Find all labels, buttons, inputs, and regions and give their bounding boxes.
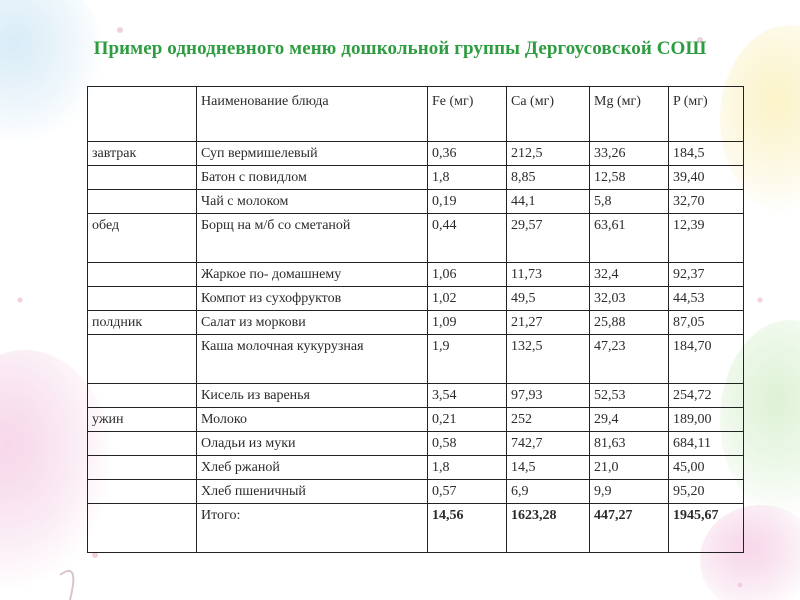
table-row: [88, 142, 744, 166]
dish-cell: Хлеб пшеничный: [197, 480, 428, 504]
meal-cell: полдник: [88, 311, 197, 335]
ca-cell: 6,9: [507, 480, 590, 504]
p-cell: 39,40: [669, 166, 744, 190]
p-cell: 92,37: [669, 263, 744, 287]
header-cell-p: P (мг): [669, 87, 744, 142]
fe-cell: 1,9: [428, 335, 507, 384]
fe-cell: 0,21: [428, 408, 507, 432]
fe-cell: 3,54: [428, 384, 507, 408]
p-cell: 684,11: [669, 432, 744, 456]
mg-cell: 29,4: [590, 408, 669, 432]
p-cell: 32,70: [669, 190, 744, 214]
fe-cell: 0,57: [428, 480, 507, 504]
header-cell-fe: Fe (мг): [428, 87, 507, 142]
table-row: [88, 432, 744, 456]
ca-cell: 14,5: [507, 456, 590, 480]
p-cell: 44,53: [669, 287, 744, 311]
ca-cell: 44,1: [507, 190, 590, 214]
total-fe: 14,56: [428, 504, 507, 553]
meal-cell: [88, 384, 197, 408]
table-row: [88, 384, 744, 408]
mg-cell: 32,4: [590, 263, 669, 287]
fe-cell: 1,09: [428, 311, 507, 335]
mg-cell: 33,26: [590, 142, 669, 166]
mg-cell: 25,88: [590, 311, 669, 335]
meal-cell: [88, 263, 197, 287]
dish-cell: Жаркое по- домашнему: [197, 263, 428, 287]
ca-cell: 29,57: [507, 214, 590, 263]
dish-cell: Салат из моркови: [197, 311, 428, 335]
dish-cell: Батон с повидлом: [197, 166, 428, 190]
page-title: Пример однодневного меню дошкольной группы Дергоусовской СОШ: [93, 38, 707, 59]
meal-cell: [88, 287, 197, 311]
ca-cell: 252: [507, 408, 590, 432]
mg-cell: 47,23: [590, 335, 669, 384]
dish-cell: Суп вермишелевый: [197, 142, 428, 166]
meal-cell: [88, 456, 197, 480]
ca-cell: 212,5: [507, 142, 590, 166]
total-p: 1945,67: [669, 504, 744, 553]
p-cell: 184,5: [669, 142, 744, 166]
p-cell: 12,39: [669, 214, 744, 263]
header-cell-dish: Наименование блюда: [197, 87, 428, 142]
mg-cell: 52,53: [590, 384, 669, 408]
p-cell: 254,72: [669, 384, 744, 408]
table-row: [88, 456, 744, 480]
meal-cell: [88, 432, 197, 456]
p-cell: 45,00: [669, 456, 744, 480]
table-row: [88, 214, 744, 263]
ca-cell: 8,85: [507, 166, 590, 190]
table-row: [88, 335, 744, 384]
total-label: Итого:: [197, 504, 428, 553]
table-row: [88, 287, 744, 311]
fe-cell: 1,02: [428, 287, 507, 311]
total-mg: 447,27: [590, 504, 669, 553]
mg-cell: 9,9: [590, 480, 669, 504]
total-ca: 1623,28: [507, 504, 590, 553]
mg-cell: 5,8: [590, 190, 669, 214]
meal-cell: [88, 190, 197, 214]
dish-cell: Оладьи из муки: [197, 432, 428, 456]
p-cell: 184,70: [669, 335, 744, 384]
fe-cell: 0,36: [428, 142, 507, 166]
p-cell: 95,20: [669, 480, 744, 504]
ca-cell: 132,5: [507, 335, 590, 384]
dish-cell: Компот из сухофруктов: [197, 287, 428, 311]
meal-cell: [88, 335, 197, 384]
p-cell: 189,00: [669, 408, 744, 432]
mg-cell: 81,63: [590, 432, 669, 456]
dish-cell: Борщ на м/б со сметаной: [197, 214, 428, 263]
ca-cell: 742,7: [507, 432, 590, 456]
table-row: [88, 190, 744, 214]
p-cell: 87,05: [669, 311, 744, 335]
dish-cell: Каша молочная кукурузная: [197, 335, 428, 384]
table-header-row: [88, 87, 744, 142]
dish-cell: Хлеб ржаной: [197, 456, 428, 480]
fe-cell: 0,19: [428, 190, 507, 214]
meal-cell: ужин: [88, 408, 197, 432]
table-row: [88, 166, 744, 190]
header-cell-ca: Ca (мг): [507, 87, 590, 142]
fe-cell: 1,06: [428, 263, 507, 287]
fe-cell: 1,8: [428, 456, 507, 480]
total-empty-cell: [88, 504, 197, 553]
meal-cell: завтрак: [88, 142, 197, 166]
mg-cell: 63,61: [590, 214, 669, 263]
ca-cell: 21,27: [507, 311, 590, 335]
dish-cell: Молоко: [197, 408, 428, 432]
ca-cell: 97,93: [507, 384, 590, 408]
mg-cell: 12,58: [590, 166, 669, 190]
dish-cell: Чай с молоком: [197, 190, 428, 214]
meal-cell: обед: [88, 214, 197, 263]
table-total-row: [88, 504, 744, 553]
mg-cell: 32,03: [590, 287, 669, 311]
menu-table: [87, 86, 744, 553]
table-row: [88, 311, 744, 335]
dish-cell: Кисель из варенья: [197, 384, 428, 408]
ca-cell: 49,5: [507, 287, 590, 311]
header-cell-mg: Mg (мг): [590, 87, 669, 142]
meal-cell: [88, 480, 197, 504]
fe-cell: 1,8: [428, 166, 507, 190]
table-row: [88, 408, 744, 432]
meal-cell: [88, 166, 197, 190]
fe-cell: 0,44: [428, 214, 507, 263]
table-row: [88, 263, 744, 287]
table-row: [88, 480, 744, 504]
ca-cell: 11,73: [507, 263, 590, 287]
mg-cell: 21,0: [590, 456, 669, 480]
header-cell-empty: [88, 87, 197, 142]
fe-cell: 0,58: [428, 432, 507, 456]
